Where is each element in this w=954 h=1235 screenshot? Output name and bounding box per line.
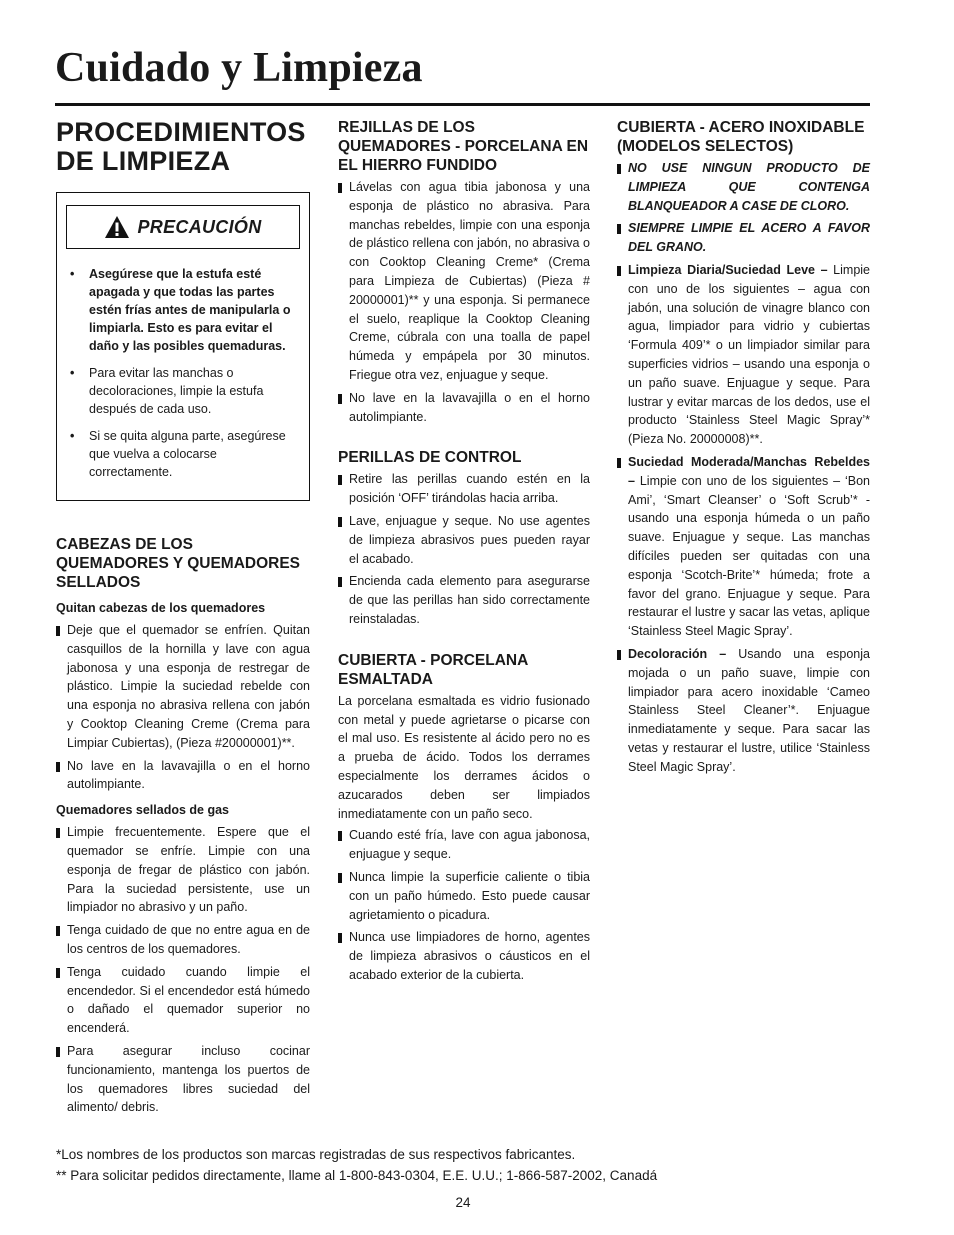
section-title: PROCEDIMIENTOS DE LIMPIEZA bbox=[56, 117, 306, 176]
list-item: Deje que el quemador se enfríen. Quitan casquillos de la hornilla y lave con agua jabonosa y una esponja de restregar de plástico. Limpie la suciedad rebelde con una esponja no abrasiva rellena con jabón y Cooktop Cleaning Creme (Crema para Limpiar Cubiertas), (Pieza #20000001)**. bbox=[56, 621, 310, 753]
column-3 bbox=[617, 118, 870, 799]
grates-heading: REJILLAS DE LOS QUEMADORES - PORCELANA EN EL HIERRO FUNDIDO bbox=[338, 119, 589, 174]
list-item: Nunca use limpiadores de horno, agentes de limpieza abrasivos o cáusticos en el acabado exterior de la cubierta. bbox=[338, 928, 590, 984]
porcelain-intro: La porcelana esmaltada es vidrio fusionado con metal y puede agrietarse o picarse con el mal uso. Es resistente al ácido pero no es a prueba de ácido. Todos los derrames especialmente los derrames ácidos o azucarados deben ser limpiados inmediatamente con un paño seco. bbox=[338, 693, 590, 821]
list-item: Lave, enjuague y seque. No use agentes de limpieza abrasivos pues pueden rayar el acabado. bbox=[338, 512, 590, 568]
steel-list bbox=[617, 159, 870, 777]
burner-caps-list bbox=[56, 621, 310, 794]
list-item: Encienda cada elemento para asegurarse de que las perillas han sido correctamente reinstaladas. bbox=[338, 572, 590, 628]
list-item: Limpieza Diaria/Suciedad Leve – Limpie con uno de los siguientes – agua con jabón, una solución de vinagre blanco con agua, limpiador para vidrio y cubiertas ‘Formula 409’* o un limpiador similar para superficies vidrios – usando una esponja o un paño suave. Enjuague y seque. Para lustrar y evitar marcas de los dedos, use el producto ‘Stainless Steel Magic Spray’* (Pieza No. 20000008)**. bbox=[617, 261, 870, 449]
grates-section bbox=[338, 118, 590, 426]
burner-caps-subheading: Quitan cabezas de los quemadores bbox=[56, 601, 266, 615]
caution-label: PRECAUCIÓN bbox=[137, 216, 262, 237]
list-item: Suciedad Moderada/Manchas Rebeldes – Limpie con uno de los siguientes – ‘Bon Ami’, ‘Smart Cleanser’ o ‘Soft Scrub’* - usando una esponja húmeda o un paño suave. Enjuague y seque. Las manchas difíciles pueden ser quitadas con una esponja ‘Scotch-Brite’* húmeda; frote a favor del grano. Enjuague y seque. Para restaurar el lustre y sacar las vetas, aplique ‘Stainless Steel Magic Spray’. bbox=[617, 453, 870, 641]
footnotes bbox=[56, 1144, 657, 1186]
burner-caps-heading: CABEZAS DE LOS QUEMADORES Y QUEMADORES SELLADOS bbox=[56, 536, 301, 591]
steel-section bbox=[617, 118, 870, 777]
knobs-heading: PERILLAS DE CONTROL bbox=[338, 449, 522, 467]
porcelain-section bbox=[338, 651, 590, 985]
sealed-burners-subheading: Quemadores sellados de gas bbox=[56, 803, 229, 818]
footnote-2: ** Para solicitar pedidos directamente, llame al 1-800-843-0304, E.E. U.U.; 1-866-587-2002, Canadá bbox=[56, 1168, 658, 1183]
porcelain-heading: CUBIERTA - PORCELANA ESMALTADA bbox=[338, 651, 528, 688]
footnote-1: *Los nombres de los productos son marcas registradas de sus respectivos fabricantes. bbox=[56, 1147, 576, 1162]
list-item: Cuando esté fría, lave con agua jabonosa, enjuague y seque. bbox=[338, 826, 590, 864]
page-number: 24 bbox=[455, 1195, 471, 1210]
caution-item: • Si se quita alguna parte, asegúrese que vuelva a colocarse correctamente. bbox=[70, 429, 286, 479]
title-rule bbox=[55, 103, 870, 106]
list-item: Retire las perillas cuando estén en la posición ‘OFF’ tirándolas hacia arriba. bbox=[338, 470, 590, 508]
steel-heading: CUBIERTA - ACERO INOXIDABLE (MODELOS SELECTOS) bbox=[617, 119, 865, 155]
caution-header bbox=[66, 205, 300, 249]
list-item: Tenga cuidado de que no entre agua en de los centros de los quemadores. bbox=[56, 921, 310, 959]
column-1 bbox=[56, 118, 310, 1139]
warning-triangle-icon bbox=[104, 215, 130, 239]
caution-list bbox=[66, 265, 300, 481]
warning-item: SIEMPRE LIMPIE EL ACERO A FAVOR DEL GRANO. bbox=[617, 219, 870, 257]
list-item: No lave en la lavavajilla o en el horno autolimpiante. bbox=[56, 757, 310, 795]
page-title: Cuidado y Limpieza bbox=[55, 45, 423, 91]
caution-item: • Asegúrese que la estufa esté apagada y que todas las partes estén frías antes de manipularla o limpiarla. Esto es para evitar el daño y las posibles quemaduras. bbox=[70, 267, 291, 353]
sealed-burners-list bbox=[56, 823, 310, 1117]
list-item: Para asegurar incluso cocinar funcionamiento, mantenga los puertos de los quemadores libres suciedad del alimento/ debris. bbox=[56, 1042, 310, 1117]
list-item: Tenga cuidado cuando limpie el encendedor. Si el encendedor está húmedo o dañado el quemador superior no encenderá. bbox=[56, 963, 310, 1038]
grates-list bbox=[338, 178, 590, 426]
caution-box bbox=[56, 192, 310, 501]
list-item: Decoloración – Usando una esponja mojada o un paño suave, limpie con limpiador para acero inoxidable ‘Cameo Stainless Steel Cleaner’*. Enjuague inmediatamente y seque. Para sacar las vetas y restaurar el lustre, utilice ‘Stainless Steel Magic Spray’. bbox=[617, 645, 870, 777]
porcelain-list bbox=[338, 826, 590, 984]
knobs-section bbox=[338, 448, 590, 628]
list-item: Limpie frecuentemente. Espere que el quemador se enfríe. Limpie con una esponja de fregar de plástico con jabón. Para la suciedad persistente, use un limpiador no abrasivo y un paño. bbox=[56, 823, 310, 917]
column-2 bbox=[338, 118, 590, 1007]
warning-item: NO USE NINGUN PRODUCTO DE LIMPIEZA QUE CONTENGA BLANQUEADOR A CASE DE CLORO. bbox=[617, 159, 870, 215]
burner-caps-section bbox=[56, 535, 310, 1117]
knobs-list bbox=[338, 470, 590, 628]
list-item: Nunca limpie la superficie caliente o tibia con un paño húmedo. Esto puede causar agrietamiento o picadura. bbox=[338, 868, 590, 924]
list-item: No lave en la lavavajilla o en el horno autolimpiante. bbox=[338, 389, 590, 427]
list-item: Lávelas con agua tibia jabonosa y una esponja de plástico no abrasiva. Para manchas rebeldes, limpie con una esponja de plástico rellena con jabón, no abrasiva o con Cooktop Cleaning Creme* (Crema para Limpieza de Cubiertas) (Pieza # 20000001)** y una esponja. Si permanece el suelo, reaplique la Cooktop Cleaning Creme, cúbrala con una toalla de papel húmeda y empápela por 30 minutos. Friegue otra vez, enjuague y seque. bbox=[338, 178, 590, 385]
caution-item: • Para evitar las manchas o decoloraciones, limpie la estufa después de cada uso. bbox=[70, 366, 264, 416]
